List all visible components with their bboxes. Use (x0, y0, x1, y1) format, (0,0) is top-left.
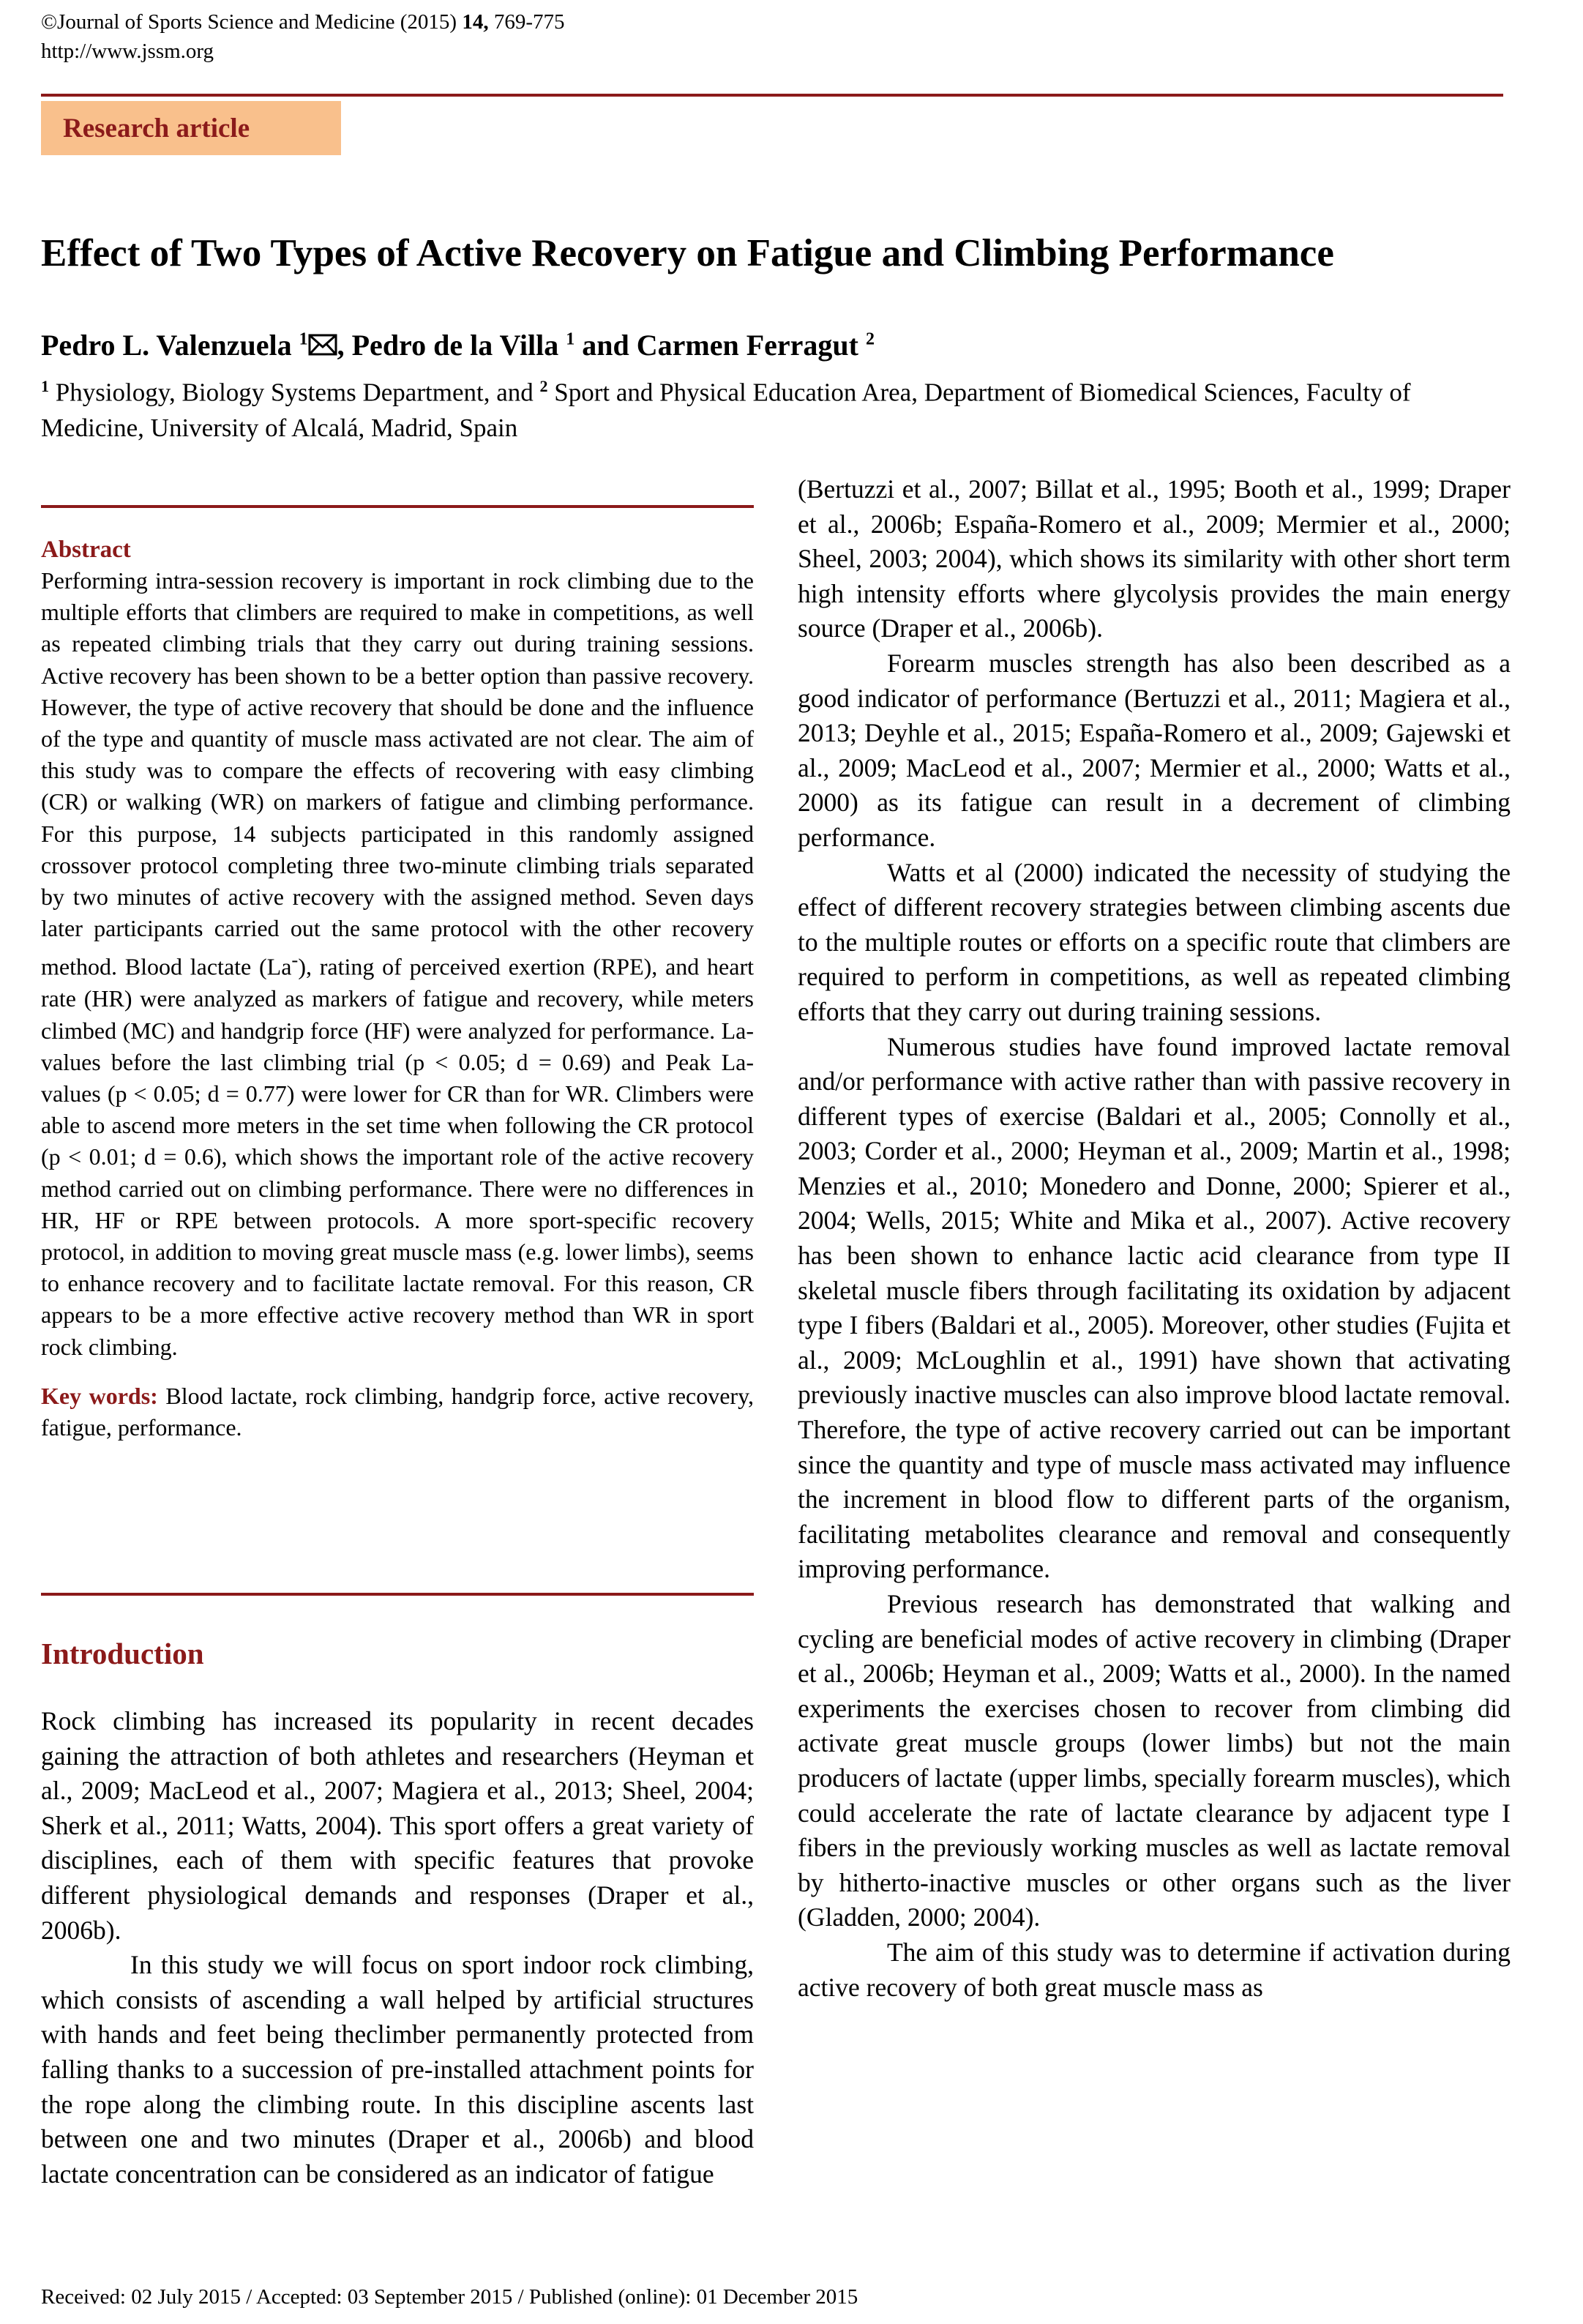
article-type-badge: Research article (41, 101, 341, 155)
journal-citation: ©Journal of Sports Science and Medicine (2015) 14, 769-775 (41, 10, 565, 34)
paragraph: Numerous studies have found improved lactate removal and/or performance with active rather than with passive recovery in different types of exercise (Baldari et al., 2005; Connolly et al., 2003; Corder et al., 2000; Heyman et al., 2009; Martin et al., 1998; Menzies et al., 2010; Monedero and Donne, 2000; Spierer et al., 2004; Wells, 2015; White and Mika et al., 2007). Active recovery has been shown to enhance lactic acid clearance from type II skeletal muscle fibers through facilitating its oxidation by adjacent type I fibers (Baldari et al., 2005). Moreover, other studies (Fujita et al., 2009; McLoughlin et al., 1991) have shown that activating previously inactive muscles can also improve blood lactate removal. Therefore, the type of active recovery carried out can be important since the quantity and type of muscle mass activated may influence the increment in blood flow to different parts of the organism, facilitating metabolites clearance and removal and consequently improving performance. (798, 1031, 1511, 1584)
paragraph: (Bertuzzi et al., 2007; Billat et al., 1995; Booth et al., 1999; Draper et al., 2006b; España-Romero et al., 2009; Mermier et al., 2000; Sheel, 2003; 2004), which shows its similarity with other short term high intensity efforts where glycolysis provides the main energy source (Draper et al., 2006b). (798, 474, 1511, 643)
abstract-bottom-rule (41, 1593, 754, 1596)
journal-header (41, 7, 565, 66)
abstract-heading: Abstract (41, 537, 131, 563)
right-column-body (798, 472, 1511, 2005)
mail-icon[interactable] (308, 329, 337, 364)
author-list: Pedro L. Valenzuela $^1$ , Pedro de la Villa $^1$ and Carmen Ferragut $^2$ (41, 328, 875, 364)
paragraph: In this study we will focus on sport indoor rock climbing, which consists of ascending a wall helped by artificial structures with hands and feet being theclimber permanently protected from falling thanks to a succession of pre-installed attachment points for the rope along the climbing route. In this discipline ascents last between one and two minutes (Draper et al., 2006b) and blood lactate concentration can be considered as an indicator of fatigue (41, 1950, 754, 2189)
abstract-block (41, 512, 754, 1443)
article-title: Effect of Two Types of Active Recovery on Fatigue and Climbing Performance (41, 232, 1334, 274)
abstract-top-rule (41, 505, 754, 508)
abstract-text: Performing intra-session recovery is important in rock climbing due to the multiple efforts that climbers are required to make in competitions, as well as repeated climbing trials that they carry out during training sessions. Active recovery has been shown to be a better option than passive recovery. However, the type of active recovery that should be done and the influence of the type and quantity of muscle mass activated are not clear. The aim of this study was to compare the effects of recovering with easy climbing (CR) or walking (WR) on markers of fatigue and climbing performance. For this purpose, 14 subjects participated in this randomly assigned crossover protocol completing three two-minute climbing trials separated by two minutes of active recovery with the assigned method. Seven days later participants carried out the same protocol with the other recovery method. Blood lactate (La-), rating of perceived exertion (RPE), and heart rate (HR) were analyzed as markers of fatigue and recovery, while meters climbed (MC) and handgrip force (HF) were analyzed for performance. La- values before the last climbing trial (p < 0.05; d = 0.69) and Peak La- values (p < 0.05; d = 0.77) were lower for CR than for WR. Climbers were able to ascend more meters in the set time when following the CR protocol (p < 0.01; d = 0.6), which shows the important role of the active recovery method carried out on climbing performance. There were no differences in HR, HF or RPE between protocols. A more sport-specific recovery protocol, in addition to moving great muscle mass (e.g. lower limbs), seems to enhance recovery and to facilitate lactate removal. For this reason, CR appears to be a more effective active recovery method than WR in sport rock climbing. (41, 567, 755, 1360)
affiliations: $^1$ Physiology, Biology Systems Department, and $^2$ Sport and Physical Education Area, Department of Biomedical Sciences, Faculty of Medicine, University of Alcalá, Madrid, Spain (41, 377, 1411, 442)
header-rule (41, 94, 1503, 97)
keywords: Key words: Blood lactate, rock climbing, handgrip force, active recovery, fatigue, performance. (41, 1382, 754, 1441)
publication-dates-footer: Received: 02 July 2015 / Accepted: 03 September 2015 / Published (online): 01 December 2015 (41, 2285, 858, 2309)
paragraph: Watts et al (2000) indicated the necessity of studying the effect of different recovery strategies between climbing ascents due to the multiple routes or efforts on a specific route that climbers are required to perform in competitions, as well as repeated climbing efforts that they carry out during training sessions. (798, 857, 1511, 1026)
paragraph: Rock climbing has increased its popularity in recent decades gaining the attraction of both athletes and researchers (Heyman et al., 2009; MacLeod et al., 2007; Magiera et al., 2013; Sheel, 2004; Sherk et al., 2011; Watts, 2004). This sport offers a great variety of disciplines, each of them with specific features that provoke different physiological demands and responses (Draper et al., 2006b). (41, 1706, 754, 1945)
paragraph: Forearm muscles strength has also been described as a good indicator of performance (Bertuzzi et al., 2011; Magiera et al., 2013; Deyhle et al., 2015; España-Romero et al., 2009; Gajewski et al., 2009; MacLeod et al., 2007; Mermier et al., 2000; Watts et al., 2000) as its fatigue can result in a decrement of climbing performance. (798, 648, 1511, 852)
journal-url[interactable]: http://www.jssm.org (41, 40, 214, 63)
section-heading-introduction: Introduction (41, 1637, 204, 1670)
paragraph: The aim of this study was to determine if activation during active recovery of both great muscle mass as (798, 1937, 1511, 2002)
paragraph: Previous research has demonstrated that walking and cycling are beneficial modes of active recovery in climbing (Draper et al., 2006b; Heyman et al., 2009; Watts et al., 2000). In the named experiments the exercises chosen to recover from climbing did activate great muscle groups (lower limbs) but not the main producers of lactate (upper limbs, specially forearm muscles), which could accelerate the rate of lactate clearance by adjacent type I fibers in the previously working muscles as well as lactate removal by hitherto-inactive muscles or other organs such as the liver (Gladden, 2000; 2004). (798, 1589, 1511, 1932)
keywords-label: Key words: (41, 1382, 158, 1409)
left-column-body (41, 1704, 754, 2192)
